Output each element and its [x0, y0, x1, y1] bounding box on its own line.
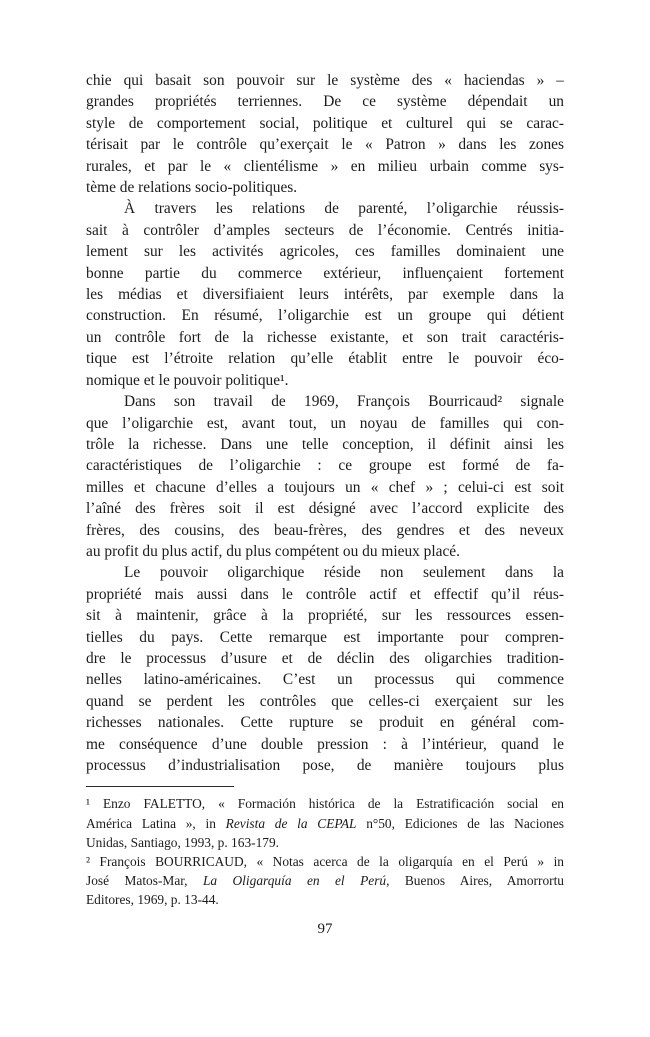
- body-line: propriété mais aussi dans le contrôle actif et effectif qu’il réus-: [86, 585, 564, 603]
- footnote-title-italic: Revista de la CEPAL: [225, 815, 357, 831]
- page-number: 97: [317, 920, 333, 937]
- body-line: térisait par le contrôle qu’exerçait le « Patron » dans les zones: [86, 136, 564, 154]
- body-line: nomique et le pouvoir politique¹.: [86, 371, 289, 389]
- footnote-text: Editores, 1969, p. 13-44.: [86, 892, 219, 908]
- body-line: rurales, et par le « clientélisme » en milieu urbain comme sys-: [86, 157, 564, 175]
- footnote-line: [86, 833, 564, 852]
- body-line: tielles du pays. Cette remarque est importante pour compren-: [86, 628, 564, 646]
- footnote-text: n°50, Ediciones de las Naciones: [356, 815, 564, 831]
- body-line: bonne partie du commerce extérieur, influençaient fortement: [86, 264, 564, 282]
- body-line: grandes propriétés terriennes. De ce système dépendait un: [86, 93, 564, 111]
- body-line: que l’oligarchie est, avant tout, un noyau de familles qui con-: [86, 414, 564, 432]
- footnote-text: ¹ Enzo FALETTO, « Formación histórica de la Estratificación social en: [86, 796, 564, 812]
- body-line: processus d’industrialisation pose, de manière toujours plus: [86, 757, 564, 774]
- body-line: frères, des cousins, des beau-frères, des gendres et des neveux: [86, 521, 564, 539]
- footnote-text: José Matos-Mar,: [86, 873, 203, 889]
- footnote-text: , Buenos Aires, Amorrortu: [386, 873, 565, 889]
- body-line: milles et chacune d’elles a toujours un « chef » ; celui-ci est soit: [86, 478, 564, 496]
- body-line: style de comportement social, politique et culturel qui se carac-: [86, 114, 564, 132]
- footnote-line: [86, 852, 564, 871]
- body-line: quand se perdent les contrôles que celles-ci exerçaient sur les: [86, 692, 564, 710]
- body-line: au profit du plus actif, du plus compétent ou du mieux placé.: [86, 542, 460, 560]
- footnotes-section: [86, 786, 564, 909]
- footnote-title-italic: La Oligarquía en el Perú: [202, 873, 387, 889]
- footnote-text: América Latina », in: [86, 815, 226, 831]
- body-line: tique est l’étroite relation qu’elle établit entre le pouvoir éco-: [86, 350, 564, 368]
- body-line: Dans son travail de 1969, François Bourricaud² signale: [124, 393, 564, 411]
- body-line: chie qui basait son pouvoir sur le système des « haciendas » –: [86, 72, 564, 89]
- footnote-text: Unidas, Santiago, 1993, p. 163-179.: [86, 834, 280, 850]
- footnote-line: [86, 890, 564, 909]
- body-line: tème de relations socio-politiques.: [86, 179, 298, 197]
- footnote-line: [86, 814, 564, 833]
- body-line: nelles latino-américaines. C’est un processus qui commence: [86, 671, 564, 689]
- footnote-line: [86, 794, 564, 813]
- page-body-text: [86, 70, 564, 776]
- body-line: l’aîné des frères soit il est désigné avec l’accord explicite des: [86, 500, 564, 518]
- body-line: un contrôle fort de la richesse existante, et son trait caractéris-: [86, 328, 564, 346]
- body-line: les médias et diversifiaient leurs intérêts, par exemple dans la: [86, 286, 564, 304]
- footnote-separator-rule: [86, 786, 234, 787]
- body-line: richesses nationales. Cette rupture se produit en général com-: [86, 714, 564, 732]
- footnote-line: [86, 871, 564, 890]
- body-line: dre le processus d’usure et de déclin des oligarchies tradition-: [86, 649, 564, 667]
- body-line: À travers les relations de parenté, l’oligarchie réussis-: [124, 200, 564, 218]
- body-line: sait à contrôler d’amples secteurs de l’économie. Centrés initia-: [86, 221, 564, 239]
- body-line: lement sur les activités agricoles, ces familles dominaient une: [86, 243, 564, 261]
- footnote-text: ² François BOURRICAUD, « Notas acerca de la oligarquía en el Perú » in: [86, 854, 564, 870]
- footnote-lines: [86, 794, 564, 909]
- body-line: Le pouvoir oligarchique réside non seulement dans la: [124, 564, 564, 582]
- body-line: caractéristiques de l’oligarchie : ce groupe est formé de fa-: [86, 457, 564, 475]
- body-line: trôle la richesse. Dans une telle conception, il définit ainsi les: [86, 435, 564, 453]
- body-line: construction. En résumé, l’oligarchie est un groupe qui détient: [86, 307, 564, 325]
- body-line: me conséquence d’une double pression : à l’intérieur, quand le: [86, 735, 564, 753]
- body-line: sit à maintenir, grâce à la propriété, sur les ressources essen-: [86, 607, 564, 625]
